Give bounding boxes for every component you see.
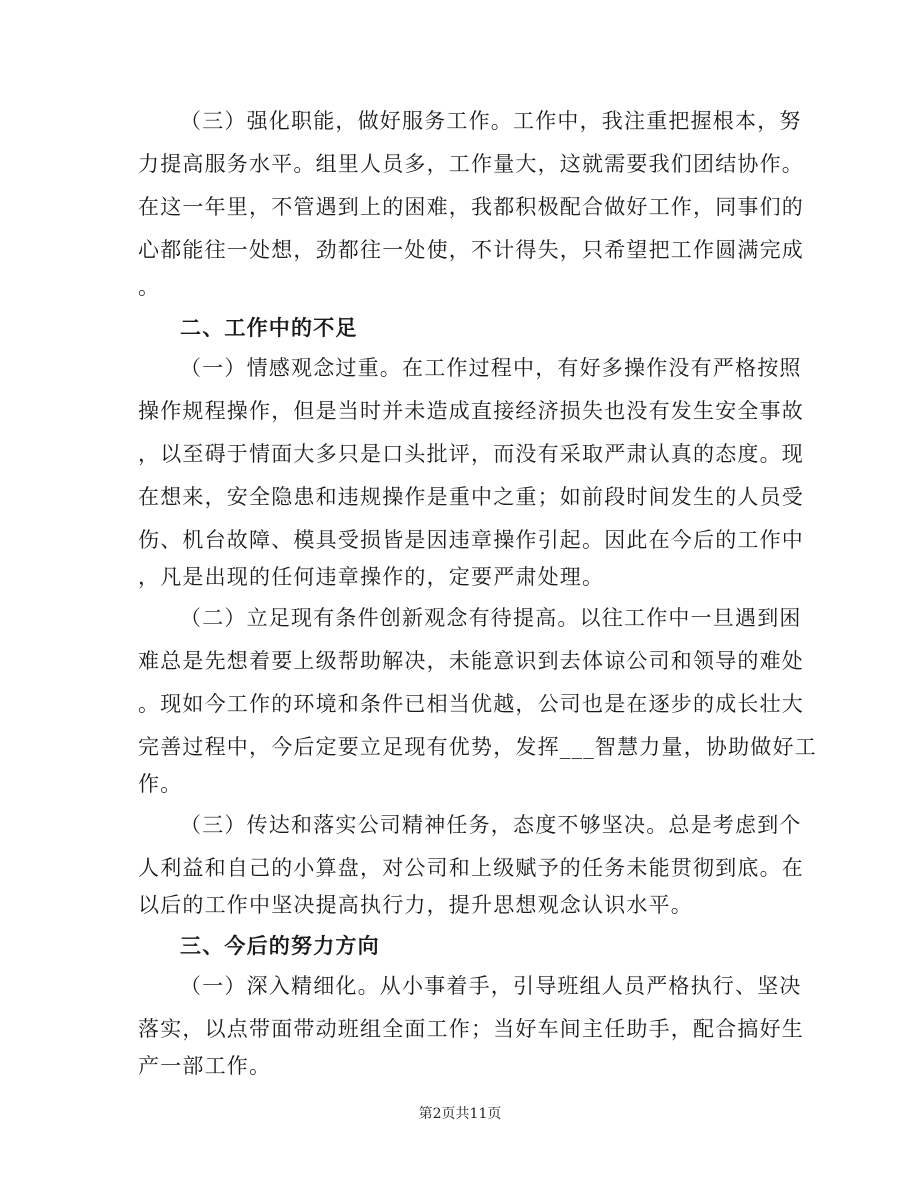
paragraph-line: 操作规程操作，但是当时并未造成直接经济损失也没有发生安全事故: [138, 399, 804, 423]
paragraph-line: ，以至碍于情面大多只是口头批评，而没有采取严肃认真的态度。现: [138, 442, 804, 466]
paragraph-line: 。: [138, 275, 161, 299]
paragraph-line: 力提高服务水平。组里人员多，工作量大，这就需要我们团结协作。: [138, 152, 804, 176]
paragraph-line: 伤、机台故障、模具受损皆是因违章操作引起。因此在今后的工作中: [138, 528, 804, 552]
paragraph-line: （一）深入精细化。从小事着手，引导班组人员严格执行、坚决: [180, 974, 802, 998]
paragraph-line: （三）强化职能，做好服务工作。工作中，我注重把握根本，努: [180, 109, 802, 133]
paragraph-line: ，凡是出现的任何违章操作的，定要严肃处理。: [138, 565, 605, 589]
paragraph-line: 难总是先想着要上级帮助解决，未能意识到去体谅公司和领导的难处: [138, 649, 804, 673]
section-heading: 二、工作中的不足: [180, 315, 358, 340]
paragraph-line: （二）立足现有条件创新观念有待提高。以往工作中一旦遇到困: [180, 606, 802, 630]
paragraph-line: （一）情感观念过重。在工作过程中，有好多操作没有严格按照: [180, 356, 802, 380]
paragraph-line: 完善过程中，今后定要立足现有优势，发挥___智慧力量，协助做好工: [138, 735, 817, 759]
paragraph-line: 产一部工作。: [138, 1054, 272, 1078]
paragraph-line: 在想来，安全隐患和违规操作是重中之重；如前段时间发生的人员受: [138, 485, 804, 509]
paragraph-line: 以后的工作中坚决提高执行力，提升思想观念认识水平。: [138, 893, 693, 917]
paragraph-line: （三）传达和落实公司精神任务，态度不够坚决。总是考虑到个: [180, 813, 802, 837]
paragraph-line: 落实，以点带面带动班组全面工作；当好车间主任助手，配合搞好生: [138, 1017, 804, 1041]
paragraph-line: 作。: [138, 772, 183, 796]
paragraph-line: 心都能往一处想，劲都往一处使，不计得失，只希望把工作圆满完成: [138, 238, 804, 262]
paragraph-line: 在这一年里，不管遇到上的困难，我都积极配合做好工作，同事们的: [138, 195, 804, 219]
paragraph-line: 人利益和自己的小算盘，对公司和上级赋予的任务未能贯彻到底。在: [138, 856, 804, 880]
paragraph-line: 。现如今工作的环境和条件已相当优越，公司也是在逐步的成长壮大: [138, 692, 804, 716]
page-number: 第2页共11页: [418, 1106, 502, 1122]
section-heading: 三、今后的努力方向: [180, 933, 380, 958]
